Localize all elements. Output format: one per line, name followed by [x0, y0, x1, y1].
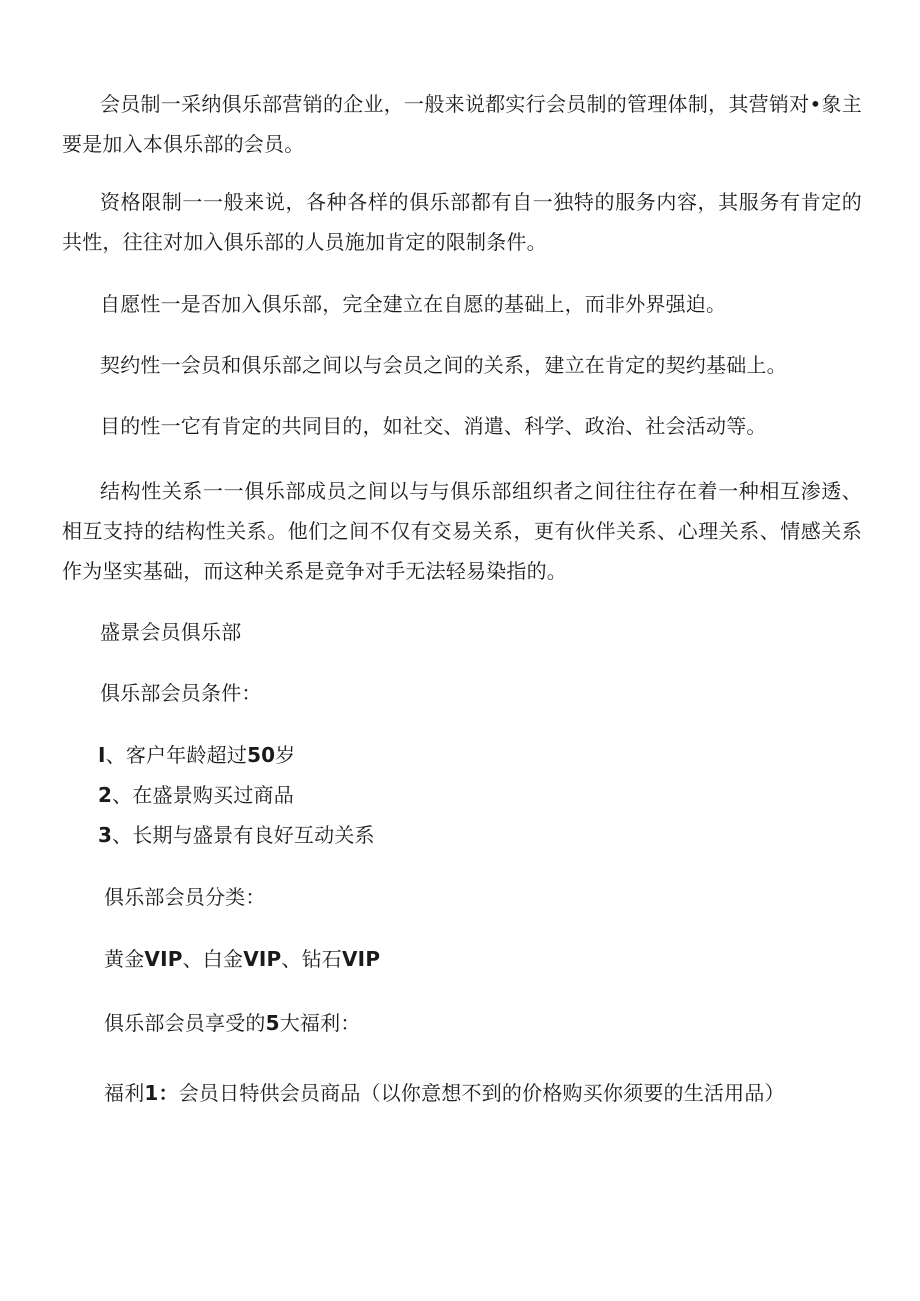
category-separator: 、: [281, 947, 302, 971]
condition-item-1: [98, 741, 296, 769]
benefit-item-1: [104, 1079, 785, 1107]
category-platinum-vip: VIP: [243, 947, 282, 971]
benefits-count: 5: [265, 1011, 280, 1035]
benefits-heading: [104, 1009, 361, 1037]
category-gold-vip: VIP: [144, 947, 183, 971]
benefit-label: 福利: [104, 1081, 145, 1105]
member-categories: [104, 945, 380, 973]
category-platinum-prefix: 白金: [202, 947, 244, 971]
benefits-heading-suffix: 大福利：: [279, 1011, 361, 1035]
category-gold-prefix: 黄金: [104, 947, 145, 971]
condition-number: I: [98, 743, 106, 767]
benefit-colon: ：: [158, 1081, 179, 1105]
conditions-heading: 俱乐部会员条件：: [100, 681, 262, 705]
paragraph-membership-system: 会员制一采纳俱乐部营销的企业，一般来说都实行会员制的管理体制，其营销对•象主要是加入本俱乐部的会员。: [62, 92, 862, 156]
condition-age-suffix: 岁: [275, 743, 296, 767]
condition-number: 3: [98, 823, 113, 847]
paragraph-purpose: 目的性一它有肯定的共同目的，如社交、消遣、科学、政治、社会活动等。: [100, 414, 767, 438]
category-separator: 、: [182, 947, 203, 971]
benefit-text: 会员日特供会员商品（以你意想不到的价格购买你须要的生活用品）: [178, 1081, 785, 1105]
condition-text: 、客户年龄超过: [105, 743, 248, 767]
paragraph-qualification-limit: 资格限制一一般来说，各种各样的俱乐部都有自一独特的服务内容，其服务有肯定的共性，往往对加入俱乐部的人员施加肯定的限制条件。: [62, 190, 862, 254]
category-diamond-vip: VIP: [342, 947, 381, 971]
condition-age-value: 50: [247, 743, 276, 767]
condition-item-3: [98, 821, 375, 849]
category-diamond-prefix: 钻石: [301, 947, 342, 971]
benefit-number: 1: [144, 1081, 159, 1105]
club-name: 盛景会员俱乐部: [100, 620, 242, 644]
condition-text: 、长期与盛景有良好互动关系: [112, 823, 375, 847]
condition-item-2: [98, 781, 294, 809]
categories-heading: 俱乐部会员分类：: [104, 885, 266, 909]
condition-number: 2: [98, 783, 113, 807]
paragraph-structural-relation: 结构性关系一一俱乐部成员之间以与与俱乐部组织者之间往往存在着一种相互渗透、相互支持的结构性关系。他们之间不仅有交易关系，更有伙伴关系、心理关系、情感关系作为坚实基础，而这种关系是竞争对手无法轻易染指的。: [62, 479, 862, 583]
benefits-heading-prefix: 俱乐部会员享受的: [104, 1011, 266, 1035]
condition-text: 、在盛景购买过商品: [112, 783, 294, 807]
paragraph-contractual: 契约性一会员和俱乐部之间以与会员之间的关系，建立在肯定的契约基础上。: [100, 353, 787, 377]
paragraph-voluntary: 自愿性一是否加入俱乐部，完全建立在自愿的基础上，而非外界强迫。: [100, 292, 727, 316]
